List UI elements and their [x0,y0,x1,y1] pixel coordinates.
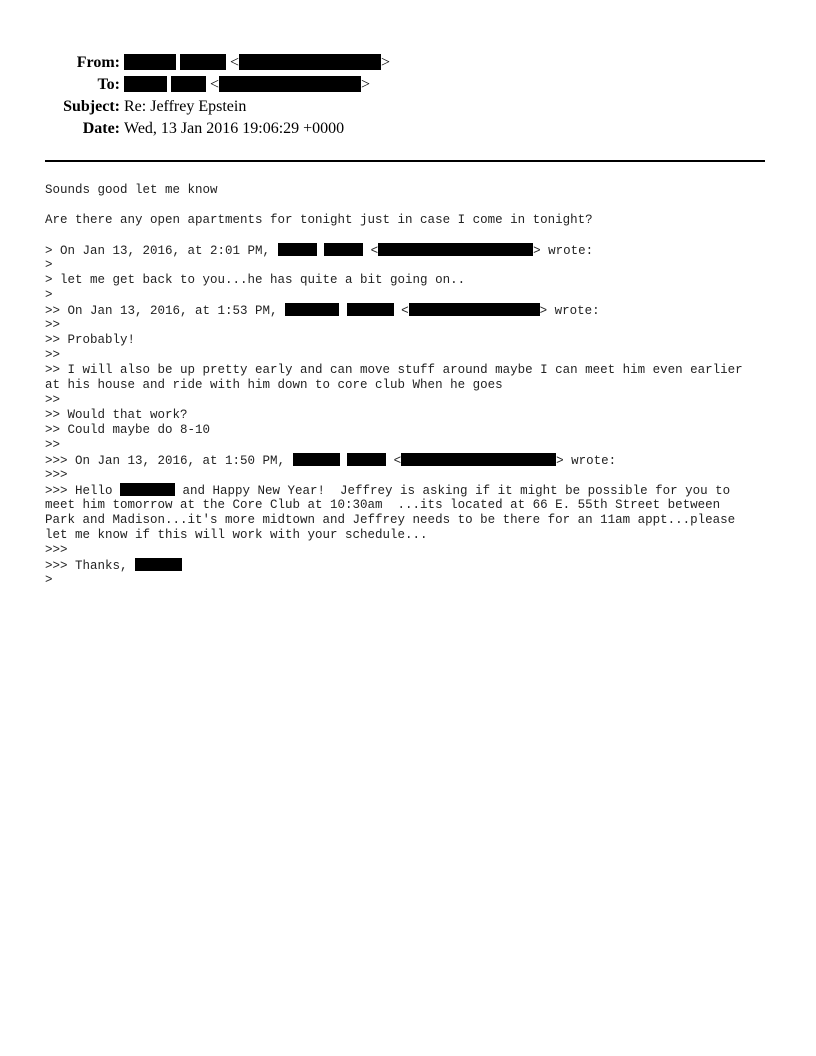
subject-row [0,96,816,118]
redaction-bar [347,303,394,316]
angle-open: < [210,76,220,93]
body-line: >> I will also be up pretty early and can move stuff around maybe I can meet him even earlier [45,363,743,377]
quote-attribution [45,243,785,258]
body-line: at his house and ride with him down to core club When he goes [45,378,503,392]
body-line: > [45,258,53,272]
quote-attribution-tail: > wrote: [556,454,617,468]
body-line: Park and Madison...it's more midtown and Jeffrey needs to be there for an 11am appt...please [45,513,736,527]
subject-value: Re: Jeffrey Epstein [124,98,247,115]
quote-attribution-tail: > wrote: [533,244,594,258]
angle-open: < [363,244,379,258]
redaction-bar [409,303,540,316]
redaction-bar [171,76,206,92]
body-line: >> [45,318,61,332]
to-label: To: [97,76,120,93]
redaction-bar [135,558,182,571]
redaction-bar [347,453,386,466]
angle-open: < [393,304,409,318]
redaction-bar [378,243,533,256]
redaction-bar [324,243,363,256]
from-row [0,52,816,74]
date-value: Wed, 13 Jan 2016 19:06:29 +0000 [124,120,345,137]
body-line: >> Probably! [45,333,136,347]
quote-attribution [45,453,785,468]
body-line: >> [45,393,61,407]
quote-line [45,483,785,498]
angle-open: < [230,54,240,71]
date-row [0,118,816,140]
body-line: >> Could maybe do 8-10 [45,423,211,437]
body-line: >>> [45,468,68,482]
body-line: Are there any open apartments for tonight just in case I come in tonight? [45,213,593,227]
redaction-bar [120,483,175,496]
redaction-bar [180,54,226,70]
quote-line [45,558,785,573]
email-body [45,183,785,588]
redaction-bar [293,453,340,466]
quote-text: >>> Thanks, [45,559,136,573]
body-line: >> [45,348,61,362]
body-line: let me know if this will work with your schedule... [45,528,428,542]
to-row [0,74,816,96]
redaction-bar [401,453,556,466]
redaction-bar [285,303,339,316]
body-line: >>> [45,543,68,557]
subject-label: Subject: [63,98,120,115]
quote-attribution [45,303,785,318]
body-line: > let me get back to you...he has quite a bit going on.. [45,273,466,287]
angle-open: < [386,454,402,468]
body-line: >> [45,438,61,452]
quote-attribution-tail: > wrote: [539,304,600,318]
redaction-bar [124,54,176,70]
body-line: meet him tomorrow at the Core Club at 10:30am ...its located at 66 E. 55th Street between [45,498,721,512]
angle-close: > [361,76,371,93]
quote-attribution-text: > On Jan 13, 2016, at 2:01 PM, [45,244,278,258]
date-label: Date: [82,120,120,137]
body-line: > [45,573,53,587]
redaction-bar [239,54,381,70]
redaction-bar [278,243,317,256]
from-label: From: [76,54,120,71]
angle-close: > [381,54,391,71]
quote-attribution-text: >> On Jan 13, 2016, at 1:53 PM, [45,304,286,318]
quote-attribution-text: >>> On Jan 13, 2016, at 1:50 PM, [45,454,293,468]
quote-text: and Happy New Year! Jeffrey is asking if it might be possible for you to [175,484,731,498]
redaction-bar [124,76,167,92]
body-line: > [45,288,53,302]
from-value [124,52,390,74]
header-divider [45,160,765,162]
body-line: >> Would that work? [45,408,188,422]
to-value [124,74,370,96]
email-header [0,52,816,140]
body-line: Sounds good let me know [45,183,218,197]
redaction-bar [219,76,361,92]
quote-text: >>> Hello [45,484,121,498]
